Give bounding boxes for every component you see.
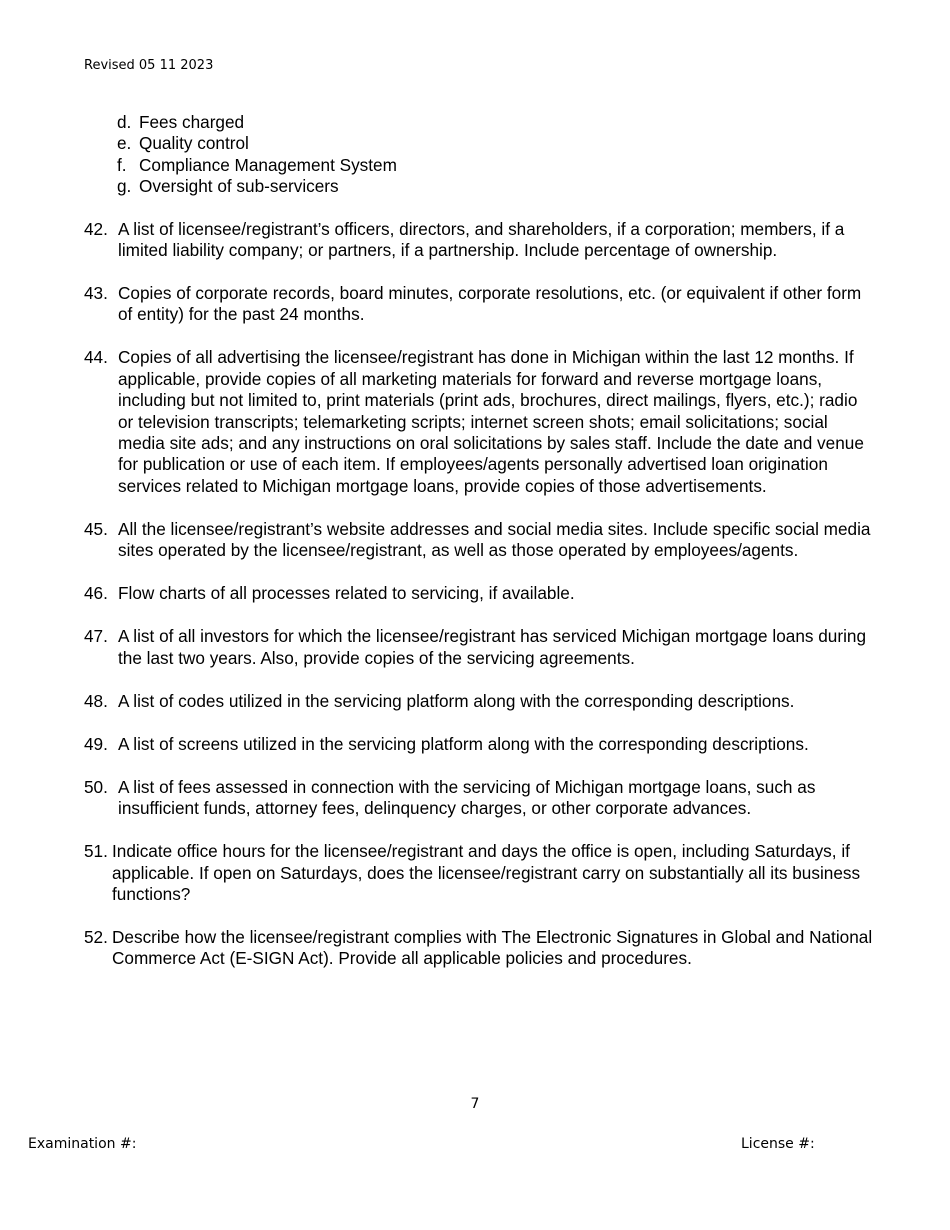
sub-list-text: Quality control — [139, 133, 249, 154]
sub-list-text: Compliance Management System — [139, 154, 397, 175]
item-text: Copies of all advertising the licensee/registrant has done in Michigan within the last 12 months. If applicable, provide copies of all marketing materials for forward and reverse mortgage loans, including but not limited to, print materials (print ads, brochures, direct mailings, flyers, etc.); radio or television transcripts; telemarketing scripts; internet screen shots; email solicitations; social media site ads; and any instructions on oral solicitations by sales staff. Include the date and venue for publication or use of each item. If employees/agents personally advertised loan origination services related to Michigan mortgage loans, provide copies of those advertisements. — [118, 347, 864, 496]
sub-list-label: g. — [117, 176, 132, 197]
list-item-51 — [84, 841, 874, 905]
page-number: 7 — [470, 1096, 480, 1112]
license-number-label: License #: — [741, 1136, 815, 1152]
item-number: 42. — [84, 218, 108, 239]
sub-list-text: Oversight of sub-servicers — [139, 176, 339, 197]
list-item-52 — [84, 927, 874, 970]
item-number: 51. — [84, 841, 108, 862]
item-number: 49. — [84, 733, 108, 754]
list-item-44 — [84, 347, 874, 497]
item-text: Flow charts of all processes related to servicing, if available. — [118, 583, 575, 604]
item-number: 47. — [84, 626, 108, 647]
item-text: Copies of corporate records, board minutes, corporate resolutions, etc. (or equivalent if other form of entity) for the past 24 months. — [118, 283, 862, 325]
sub-list-item-g — [84, 176, 874, 197]
item-text: Indicate office hours for the licensee/registrant and days the office is open, including Saturdays, if applicable. If open on Saturdays, does the licensee/registrant carry on substantially all its business functions? — [112, 841, 861, 904]
item-text: A list of fees assessed in connection with the servicing of Michigan mortgage loans, such as insufficient funds, attorney fees, delinquency charges, or other corporate advances. — [118, 776, 816, 819]
item-text: A list of screens utilized in the servicing platform along with the corresponding descriptions. — [118, 733, 809, 754]
sub-list — [84, 112, 874, 198]
item-number: 50. — [84, 776, 108, 797]
list-item-46 — [84, 583, 874, 604]
sub-list-label: e. — [117, 133, 132, 154]
item-number: 48. — [84, 690, 108, 711]
sub-list-item-e — [84, 133, 874, 154]
sub-list-item-f — [84, 155, 874, 176]
item-text: A list of all investors for which the licensee/registrant has serviced Michigan mortgage loans during the last two years. Also, provide copies of the servicing agreements. — [118, 626, 867, 668]
sub-list-label: d. — [117, 112, 132, 132]
item-text: All the licensee/registrant’s website addresses and social media sites. Include specific social media sites operated by the licensee/registrant, as well as those operated by employees/agents. — [118, 518, 871, 561]
examination-number-label: Examination #: — [28, 1136, 137, 1152]
list-item-45 — [84, 519, 874, 562]
sub-list-item-d — [84, 112, 874, 133]
list-item-43 — [84, 283, 874, 326]
item-number: 52. — [84, 926, 108, 947]
item-number: 45. — [84, 518, 108, 539]
item-number: 46. — [84, 583, 108, 604]
item-text: A list of codes utilized in the servicing platform along with the corresponding descriptions. — [118, 690, 795, 711]
list-item-42 — [84, 219, 874, 262]
sub-list-label: f. — [117, 154, 127, 175]
revision-date: Revised 05 11 2023 — [84, 58, 214, 73]
document-body — [84, 112, 874, 991]
list-item-49 — [84, 734, 874, 755]
list-item-47 — [84, 626, 874, 669]
item-number: 44. — [84, 347, 108, 368]
list-item-50 — [84, 777, 874, 820]
sub-list-text: Fees charged — [139, 112, 245, 132]
item-number: 43. — [84, 283, 108, 304]
list-item-48 — [84, 691, 874, 712]
item-text: Describe how the licensee/registrant complies with The Electronic Signatures in Global and National Commerce Act (E-SIGN Act). Provide all applicable policies and procedures. — [112, 926, 873, 969]
item-text: A list of licensee/registrant’s officers, directors, and shareholders, if a corporation; members, if a limited liability company; or partners, if a partnership. Include percentage of ownership. — [118, 218, 845, 261]
